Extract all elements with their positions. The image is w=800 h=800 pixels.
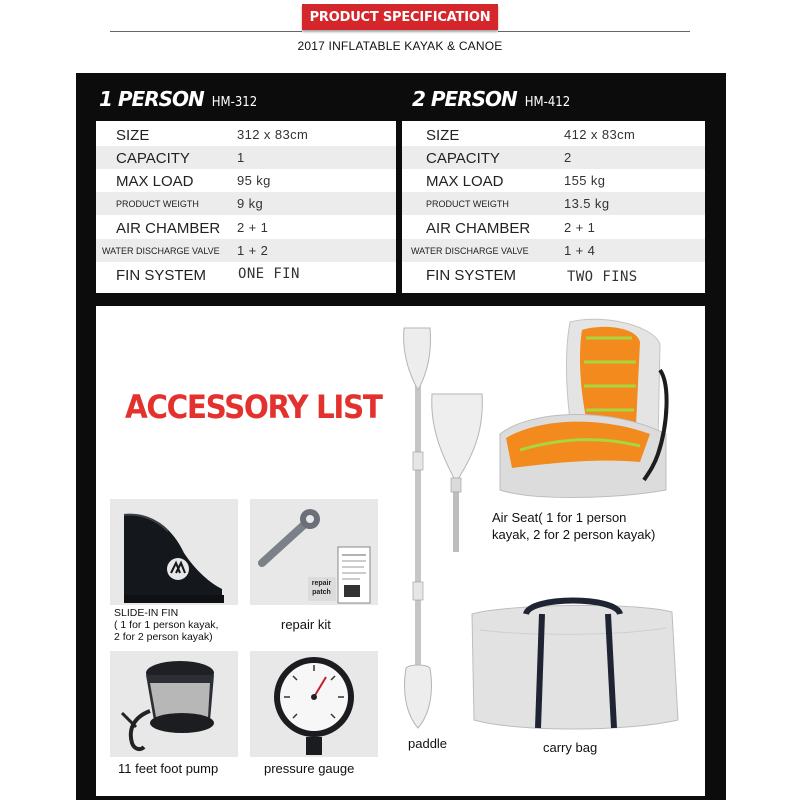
spec-row-max-load bbox=[96, 169, 396, 192]
fin-caption-line3: 2 for 2 person kayak) bbox=[114, 631, 213, 643]
spec-row-discharge bbox=[402, 239, 705, 262]
repair-patch-label: repair patch bbox=[311, 580, 332, 596]
repair-kit-caption: repair kit bbox=[281, 617, 331, 632]
model-2-name: 2 PERSON bbox=[412, 87, 517, 111]
model-2-code: HM-412 bbox=[524, 95, 571, 110]
model-2-title bbox=[412, 87, 570, 111]
spec-value: 1 + 2 bbox=[237, 243, 269, 258]
spec-label: WATER DISCHARGE VALVE bbox=[411, 246, 529, 256]
spec-value: 312 x 83cm bbox=[237, 127, 309, 142]
spec-label: AIR CHAMBER bbox=[426, 220, 531, 237]
spec-value: 2 bbox=[564, 150, 572, 165]
spec-row-fin bbox=[402, 263, 705, 286]
spec-table-2person bbox=[402, 121, 705, 293]
air-seat-caption-line1: Air Seat( 1 for 1 person bbox=[492, 510, 627, 525]
spec-label: PRODUCT WEIGTH bbox=[116, 199, 199, 209]
spec-row-capacity bbox=[402, 146, 705, 169]
spec-row-air-chamber bbox=[96, 216, 396, 239]
foot-pump-icon bbox=[110, 651, 238, 757]
spec-label: SIZE bbox=[116, 127, 150, 144]
pressure-gauge-caption: pressure gauge bbox=[264, 761, 355, 776]
spec-value: 9 kg bbox=[237, 196, 264, 211]
spec-row-size bbox=[402, 123, 705, 146]
foot-pump-caption: 11 feet foot pump bbox=[118, 761, 219, 776]
fin-caption-line2: ( 1 for 1 person kayak, bbox=[114, 619, 219, 631]
air-seat-caption-line2: kayak, 2 for 2 person kayak) bbox=[492, 527, 656, 542]
spec-label: PRODUCT WEIGTH bbox=[426, 199, 509, 209]
spec-row-air-chamber bbox=[402, 216, 705, 239]
accessory-list-title: ACCESSORY LIST bbox=[125, 388, 382, 426]
spec-row-size bbox=[96, 123, 396, 146]
banner-line-left bbox=[110, 31, 302, 32]
spec-value: 155 kg bbox=[564, 173, 606, 188]
spec-row-discharge bbox=[96, 239, 396, 262]
banner-line-right bbox=[498, 31, 690, 32]
spec-label: CAPACITY bbox=[116, 150, 190, 167]
spec-table-1person bbox=[96, 121, 396, 293]
spec-value: TWO FINS bbox=[567, 269, 638, 285]
spec-value: 1 + 4 bbox=[564, 243, 596, 258]
spec-label: CAPACITY bbox=[426, 150, 500, 167]
spec-value: 2 + 1 bbox=[564, 220, 596, 235]
carry-bag-icon bbox=[466, 590, 682, 738]
spec-row-weight bbox=[96, 192, 396, 215]
spec-label: MAX LOAD bbox=[116, 173, 194, 190]
product-spec-banner: PRODUCT SPECIFICATION bbox=[302, 4, 498, 30]
spec-value: ONE FIN bbox=[238, 266, 300, 282]
paddle-caption: paddle bbox=[408, 736, 448, 751]
spec-value: 13.5 kg bbox=[564, 196, 610, 211]
carry-bag-caption: carry bag bbox=[543, 740, 598, 755]
page-subtitle: 2017 INFLATABLE KAYAK & CANOE bbox=[297, 39, 503, 53]
spec-label: FIN SYSTEM bbox=[426, 267, 517, 284]
spec-row-capacity bbox=[96, 146, 396, 169]
model-1-title bbox=[99, 87, 257, 111]
air-seat-caption bbox=[492, 509, 655, 543]
fin-icon bbox=[110, 499, 238, 605]
fin-caption bbox=[114, 607, 244, 643]
model-1-name: 1 PERSON bbox=[99, 87, 204, 111]
spec-row-weight bbox=[402, 192, 705, 215]
spec-value: 412 x 83cm bbox=[564, 127, 636, 142]
pressure-gauge-icon bbox=[250, 651, 378, 757]
spec-label: MAX LOAD bbox=[426, 173, 504, 190]
spec-label: WATER DISCHARGE VALVE bbox=[102, 246, 220, 256]
spec-value: 95 kg bbox=[237, 173, 271, 188]
spec-label: AIR CHAMBER bbox=[116, 220, 221, 237]
spec-row-max-load bbox=[402, 169, 705, 192]
spec-label: SIZE bbox=[426, 127, 460, 144]
fin-caption-line1: SLIDE-IN FIN bbox=[114, 607, 179, 619]
spec-row-fin bbox=[96, 263, 396, 286]
air-seat-icon bbox=[490, 314, 675, 504]
model-1-code: HM-312 bbox=[211, 95, 258, 110]
spec-value: 1 bbox=[237, 150, 245, 165]
spec-value: 2 + 1 bbox=[237, 220, 269, 235]
spec-label: FIN SYSTEM bbox=[116, 267, 207, 284]
